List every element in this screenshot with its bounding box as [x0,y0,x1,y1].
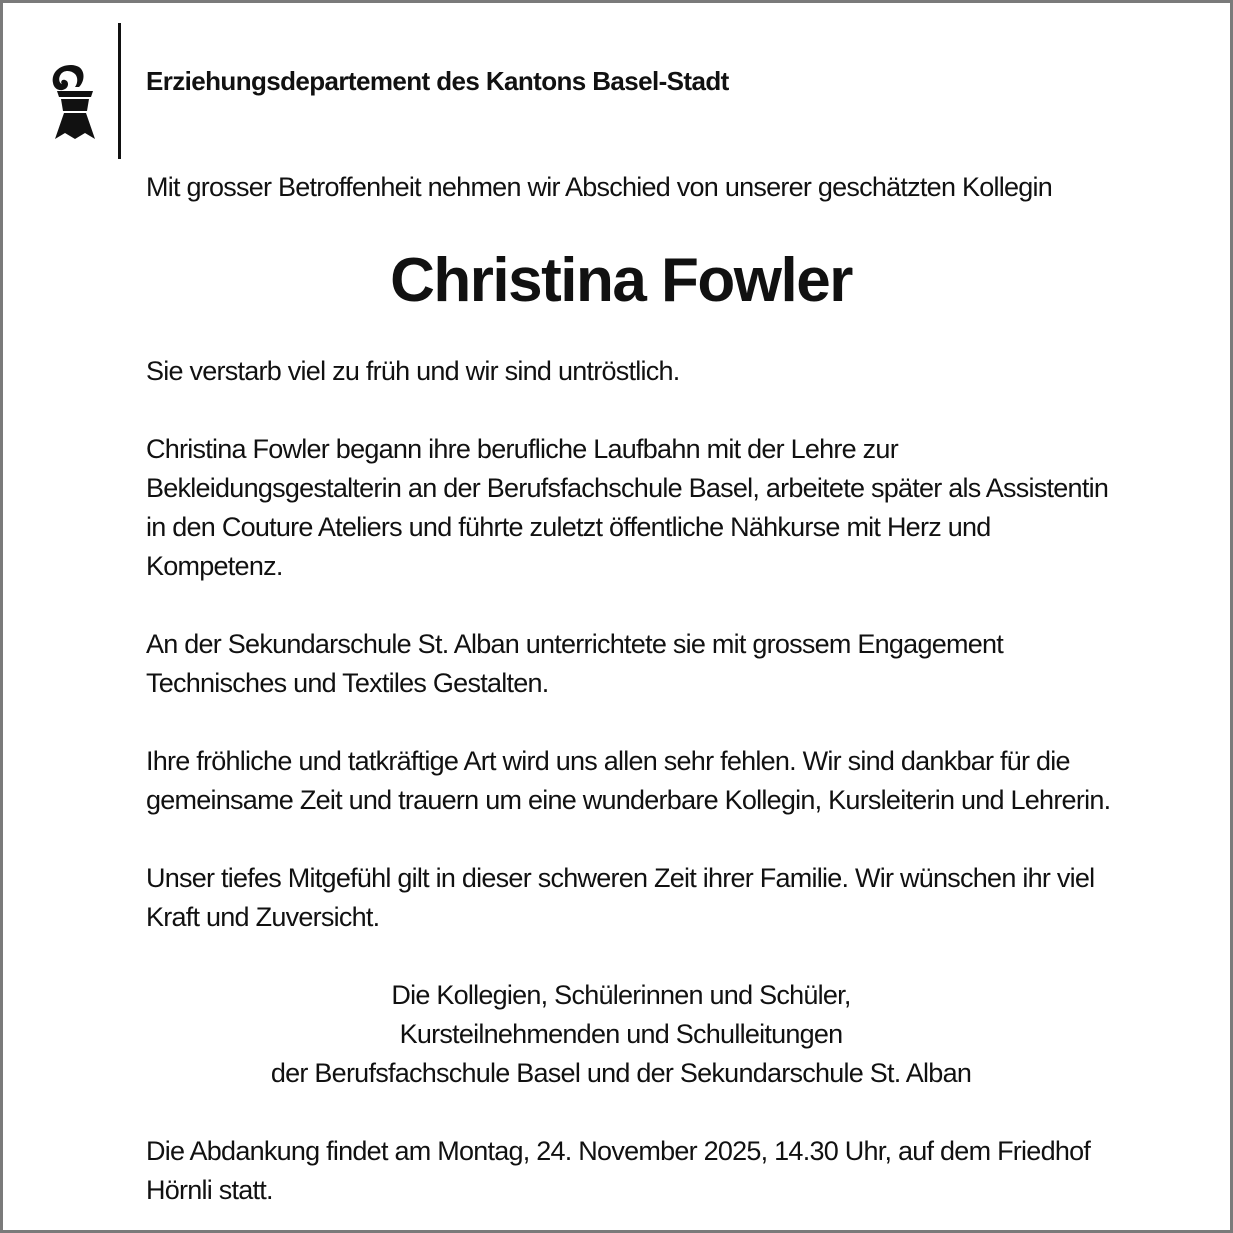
text-line: Die Abdankung findet am Montag, 24. November 2025, 14.30 Uhr, auf dem Friedhof [146,1136,1091,1166]
text-line: Sie verstarb viel zu früh und wir sind untröstlich. [146,356,680,386]
signature-line: der Berufsfachschule Basel und der Sekundarschule St. Alban [270,1058,972,1088]
basel-staff-crest-icon [49,61,101,141]
text-line: Kraft und Zuversicht. [146,902,380,932]
paragraph [146,742,1196,820]
text-line: An der Sekundarschule St. Alban unterrichtete sie mit grossem Engagement [146,629,1003,659]
signature-line: Die Kollegien, Schülerinnen und Schüler, [391,980,851,1010]
paragraph [146,352,1196,391]
header-divider [118,23,121,159]
text-line: Ihre fröhliche und tatkräftige Art wird uns allen sehr fehlen. Wir sind dankbar für die [146,746,1070,776]
text-line: in den Couture Ateliers und führte zuletzt öffentliche Nähkurse mit Herz und [146,512,991,542]
text-line: Unser tiefes Mitgefühl gilt in dieser schweren Zeit ihrer Familie. Wir wünschen ihr viel [146,863,1095,893]
service-details [146,1132,1196,1210]
text-line: Christina Fowler begann ihre berufliche Laufbahn mit der Lehre zur [146,434,898,464]
text-line: Kompetenz. [146,551,283,581]
signature-block [146,976,1196,1093]
paragraph [146,859,1196,937]
intro-line: Mit grosser Betroffenheit nehmen wir Abschied von unserer geschätzten Kollegin [146,172,1053,202]
text-line: gemeinsame Zeit und trauern um eine wunderbare Kollegin, Kursleiterin und Lehrerin. [146,785,1111,815]
signature-line: Kursteilnehmenden und Schulleitungen [399,1019,843,1049]
text-line: Hörnli statt. [146,1175,273,1205]
notice-body [146,168,1196,1210]
paragraph [146,430,1196,586]
paragraph [146,625,1196,703]
department-name: Erziehungsdepartement des Kantons Basel-Stadt [146,66,729,96]
deceased-name: Christina Fowler [390,246,852,315]
text-line: Technisches und Textiles Gestalten. [146,668,549,698]
text-line: Bekleidungsgestalterin an der Berufsfachschule Basel, arbeitete später als Assistentin [146,473,1109,503]
